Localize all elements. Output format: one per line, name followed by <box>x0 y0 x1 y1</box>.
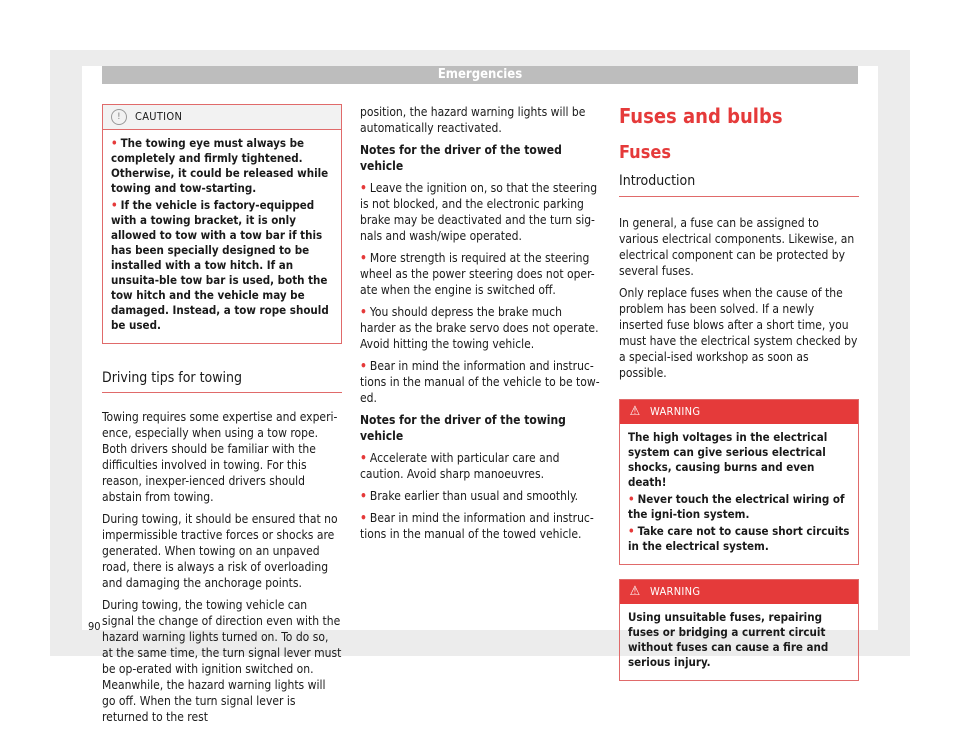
towed-item: • Leave the ignition on, so that the steering is not blocked, and the electronic parking brake may be deactivated and the turn sig-nals and wash/wipe operated. <box>360 181 598 243</box>
caution-header <box>103 105 341 130</box>
warning-triangle-icon: ⚠ <box>629 404 641 419</box>
column-right <box>619 104 859 693</box>
bullet-icon: • <box>628 524 635 538</box>
towed-item: • Bear in mind the information and instruc-tions in the manual of the vehicle to be tow-ed. <box>360 359 600 405</box>
subsection-heading-introduction: Introduction <box>619 172 859 197</box>
towing-item: • Brake earlier than usual and smoothly. <box>360 489 579 503</box>
towing-paragraph: During towing, the towing vehicle can signal the change of direction even with the hazard warning lights turned on. To do so, at the same time, the turn signal lever must be op-erated with ignition switched on. Meanwhile, the hazard warning lights will go off. When the turn signal lever is returned to the rest <box>102 598 342 724</box>
warning-triangle-icon: ⚠ <box>629 584 641 599</box>
towing-item: • Accelerate with particular care and caution. Avoid sharp manoeuvres. <box>360 451 560 481</box>
chapter-header: Emergencies <box>102 66 858 84</box>
bullet-icon: • <box>360 251 367 265</box>
warning-box-fuses <box>619 579 859 681</box>
chapter-title: Fuses and bulbs <box>619 104 783 128</box>
info-circle-icon: ! <box>111 109 127 125</box>
bullet-icon: • <box>360 511 367 525</box>
caution-item: • The towing eye must always be completely and firmly tightened. Otherwise, it could be released while towing and tow-starting. <box>111 136 329 195</box>
bullet-icon: • <box>111 198 118 212</box>
warning-text: Using unsuitable fuses, repairing fuses or bridging a current circuit without fuses can cause a fire and serious injury. <box>628 610 829 669</box>
warning-header <box>620 580 858 604</box>
towing-continuation: position, the hazard warning lights will be automatically reactivated. <box>360 105 586 135</box>
bullet-icon: • <box>628 492 635 506</box>
bullet-icon: • <box>360 181 367 195</box>
warning-body <box>620 604 858 680</box>
towing-item: • Bear in mind the information and instruc-tions in the manual of the towed vehicle. <box>360 511 594 541</box>
bullet-icon: • <box>111 136 118 150</box>
towed-heading: Notes for the driver of the towed vehicle <box>360 143 562 173</box>
bullet-icon: • <box>360 489 367 503</box>
warning-intro: The high voltages in the electrical system can give serious electrical shocks, causing burns and even death! <box>628 430 828 489</box>
towing-heading: Notes for the driver of the towing vehicle <box>360 413 566 443</box>
warning-header <box>620 400 858 424</box>
caution-box <box>102 104 342 344</box>
bullet-icon: • <box>360 451 367 465</box>
towed-item: • More strength is required at the steering wheel as the power steering does not oper-ate when the engine is switched off. <box>360 251 595 297</box>
fuses-paragraph: In general, a fuse can be assigned to various electrical components. Likewise, an electrical component can be protected by several fuses. <box>619 216 855 278</box>
bullet-icon: • <box>360 359 367 373</box>
warning-label: WARNING <box>650 585 701 598</box>
column-left <box>102 104 342 731</box>
caution-body <box>103 130 341 343</box>
towing-paragraph: Towing requires some expertise and experi-ence, especially when using a tow rope. Both drivers should be familiar with the difficulties involved in towing. For this reason, inexper-ienced drivers should abstain from towing. <box>102 410 338 504</box>
caution-label: CAUTION <box>135 110 183 123</box>
section-title-towing: Driving tips for towing <box>102 370 342 393</box>
warning-body <box>620 424 858 564</box>
caution-item: • If the vehicle is factory-equipped with a towing bracket, it is only allowed to tow with a tow bar if this has been specially designed to be installed with a tow hitch. If an unsuita-ble tow bar is used, both the tow hitch and the vehicle may be damaged. Instead, a tow rope should be used. <box>111 198 329 332</box>
section-heading-fuses: Fuses <box>619 142 671 163</box>
warning-item: • Never touch the electrical wiring of the igni-tion system. <box>628 492 845 521</box>
fuses-paragraph: Only replace fuses when the cause of the problem has been solved. If a newly inserted fuse blows after a short time, you must have the electrical system checked by a special-ised workshop as soon as possible. <box>619 286 858 380</box>
warning-item: • Take care not to cause short circuits in the electrical system. <box>628 524 850 553</box>
warning-box-electrical <box>619 399 859 565</box>
column-middle <box>360 104 600 548</box>
bullet-icon: • <box>360 305 367 319</box>
towed-item: • You should depress the brake much harder as the brake servo does not operate. Avoid hitting the towing vehicle. <box>360 305 599 351</box>
page-number: 90 <box>88 620 101 633</box>
warning-label: WARNING <box>650 405 701 418</box>
towing-paragraph: During towing, it should be ensured that no impermissible tractive forces or shocks are generated. When towing on an unpaved road, there is always a risk of overloading and damaging the anchorage points. <box>102 512 338 590</box>
